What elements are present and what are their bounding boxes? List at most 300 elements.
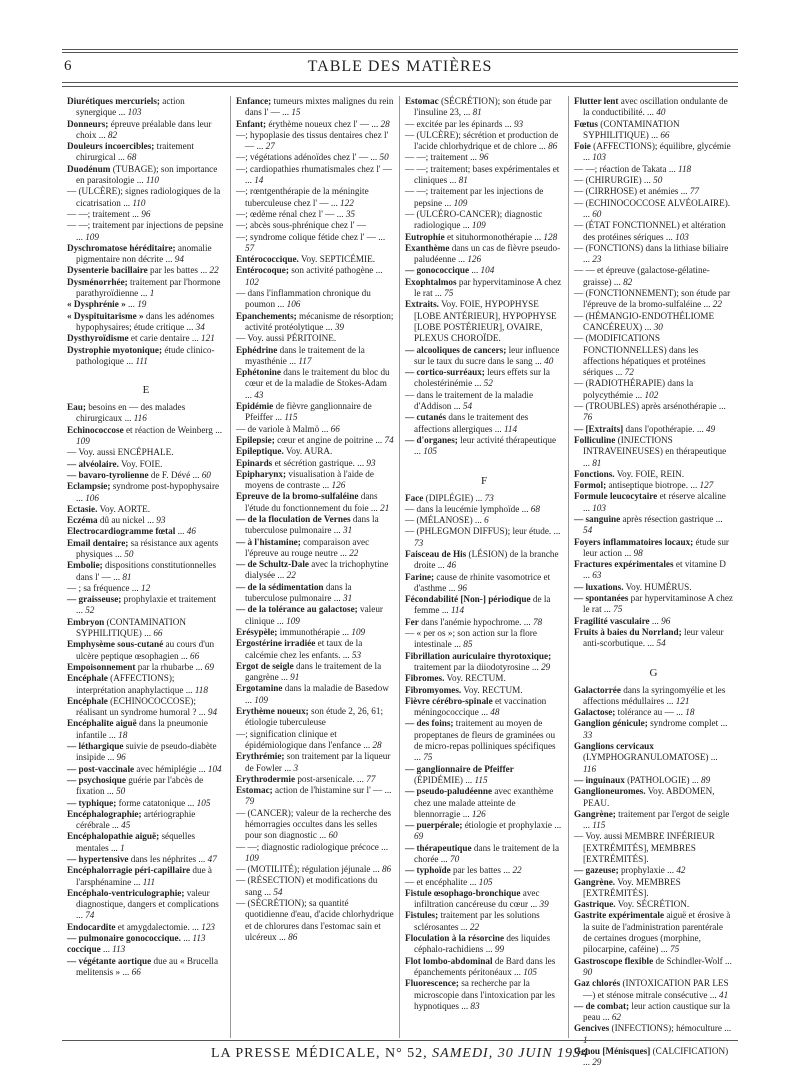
entry-page-number: 103 [592,502,606,513]
index-entry: Embolie; dispositions constitutionnelles dans l' — ... 81 [67,560,217,582]
entry-text: — —; traitement par injections de pepsine [67,220,224,231]
entry-page-number: 96 [661,615,671,626]
page-number: 6 [64,58,72,74]
index-entry: Foie (AFFECTIONS); équilibre, glycémie ... 103 [574,141,731,163]
entry-text: leur action caustique sur la peau [583,1000,730,1023]
entry-page-number: 33 [583,729,593,740]
entry-text: dans la pneumonie infantile [76,718,208,740]
entry-term: — pulmonaire gonococcique. [67,933,181,944]
index-entry: — —; réaction de Takata ... 118 [574,163,692,174]
index-entry: Entérocoque; son activité pathogène ... 102 [236,265,383,287]
entry-term: Fluorescence; [405,978,459,989]
entry-term: Echinococcose [67,424,124,435]
entry-text: forme catatonique [118,797,186,808]
entry-text: immunothérapie [279,626,340,637]
entry-term: Dysménorrhée; [67,276,128,287]
entry-text: — (CANCER); valeur de la recherche des hémorragies occultes dans les selles pour son diagnostic [236,807,392,841]
entry-page-number: 74 [85,910,95,921]
entry-page-number: 117 [298,355,312,366]
entry-page-number: 45 [121,820,131,831]
entry-text: sa résistance aux agents physiques [76,537,219,559]
index-entry: — dans l'inflammation chronique du poumon ... 106 [236,288,371,310]
index-entry: Flutter lent avec oscillation ondulante de la conductibilité. ... 40 [574,96,728,118]
entry-page-number: 14 [254,175,264,186]
index-entry: Farine; cause de rhinite vasomotrice et d'asthme ... 96 [405,571,551,593]
entry-term: Fièvre cérébro-spinale [405,695,493,706]
entry-page-number: 46 [446,560,457,571]
entry-text: — de variole à Malmö [236,423,320,434]
index-entry: Face (DIPLÉGIE) ... 73 [405,492,494,503]
entry-term: — [Extraits] [574,423,624,434]
entry-page-number: 3 [293,762,299,773]
entry-term: Dysenterie bacillaire [67,265,148,276]
entry-term: Ergotamine [236,683,283,694]
entry-text: avec infiltration cancéreuse du cœur [414,887,540,910]
entry-text: prophylaxie et traitement [123,594,217,605]
entry-term: « Dyspituitarisme » [67,310,144,321]
entry-page-number: 106 [286,299,301,310]
entry-page-number: 115 [474,774,488,785]
entry-term: — léthargique [67,741,124,752]
index-entry: Ergotamine dans la maladie de Basedow ... 109 [236,683,389,705]
entry-text: étude clinico-pathologique [76,344,215,366]
entry-term: Gastrite expérimentale [574,910,665,921]
index-entry: Eczéma dû au nickel ... 93 [67,515,166,526]
entry-page-number: 41 [718,989,729,1000]
entry-page-number: 60 [328,830,338,841]
index-entry: — de la sédimentation dans la tuberculose pulmonaire ... 31 [236,581,353,604]
index-entry: Folliculine (INJECTIONS INTRAVEINEUSES) en thérapeutique ... 81 [574,434,727,468]
entry-text: et sécrétion gastrique. [274,457,355,468]
entry-text: Voy. AURA. [285,446,333,457]
index-entry: — de la floculation de Vernes dans la tuberculose pulmonaire ... 31 [236,513,379,536]
entry-term: Galactorrée [574,684,621,695]
entry-page-number: 68 [530,503,540,514]
entry-page-number: 93 [156,515,166,526]
index-entry: — hypertensive dans les néphrites ... 47 [67,854,217,864]
entry-page-number: 34 [195,321,205,332]
index-entry: Fractures expérimentales et vitamine D ... 63 [574,559,726,581]
index-column-2 [231,96,400,1038]
entry-term: Ephédrine [236,344,278,355]
index-entry: Dyschromatose héréditaire; anomalie pigmentaire non décrite ... 94 [67,242,212,265]
entry-page-number: 49 [706,423,716,434]
entry-text: (TUBAGE); son importance en parasitologie [76,163,218,186]
entry-text: visualisation à l'aide de moyens de contraste [245,468,374,491]
entry-page-number: 82 [107,129,118,140]
entry-text: par hypervitaminose A chez le rat [583,593,733,615]
index-entry: « Dysphrénie » ... 19 [67,299,147,310]
index-entry: Encéphalite aiguë dans la pneumonie infantile ... 18 [67,718,208,740]
section-letter: F [480,474,488,487]
entry-text: anomalie pigmentaire non décrite [76,242,212,265]
entry-text: traitement chirurgical [76,141,194,163]
index-entry: — de la tolérance au galactose; valeur clinique ... 109 [236,604,383,626]
entry-term: Encéphale [67,673,108,684]
index-entry: — —; traitement par injections de pepsine ... 109 [67,220,224,242]
entry-text: — (CHIRURGIE) [574,175,642,186]
entry-text: antiseptique biotrope. [608,480,689,491]
entry-page-number: 43 [254,389,264,400]
entry-term: Fractures expérimentales [574,559,674,570]
entry-page-number: 93 [513,118,524,129]
entry-page-number: 116 [583,763,597,774]
footer-rule [62,1040,738,1041]
index-entry: Fistule œsophago-bronchique avec infiltration cancéreuse du cœur ... 39 [405,887,549,910]
entry-text: —; abcès sous-phrénique chez l' — [236,220,366,231]
entry-term: Encéphalite aiguë [67,718,137,729]
index-entry: — cortico-surréaux; leurs effets sur la cholestérinémie ... 52 [405,367,551,389]
entry-text: suivie de pseudo-diabète insipide [76,741,217,763]
entry-page-number: 105 [523,966,537,977]
entry-text: — (FONCTIONS) dans la lithiase biliaire [574,242,729,253]
entry-text: (CALCIFICATION) [652,1046,729,1057]
entry-text: — (CIRRHOSE) et anémies [574,186,679,197]
entry-term: Enfance; [236,96,272,106]
entry-term: Estomac [405,96,439,106]
entry-text: — ; sa fréquence [67,582,130,593]
entry-page-number: 126 [331,480,346,491]
entry-page-number: 93 [366,457,376,468]
entry-page-number: 46 [186,526,196,537]
index-entry: — — et épreuve (galactose-gélatine-graisse) ... 82 [574,265,710,287]
entry-text: et vitamine D [675,559,726,570]
entry-term: Entérocoque; [236,265,289,276]
entry-term: Epreuve de la bromo-sulfaléine [236,491,359,502]
entry-term: — ganglionnaire de Pfeiffer [405,763,514,774]
index-entry [236,706,394,729]
entry-term: Formol; [574,480,607,491]
index-entry: Gaz chlorés (INTOXICATION PAR LES —) et sténose mitrale consécutive ... 41 [574,978,729,1000]
entry-page-number: 110 [132,197,146,208]
entry-page-number: 96 [141,208,151,219]
index-entry: Emphysème sous-cutané au cours d'un ulcère peptique œsophagien ... 66 [67,639,215,661]
entry-term: Epileptique. [236,446,284,457]
entry-page-number: 68 [127,152,137,163]
entry-page-number: 30 [653,321,663,332]
index-entry: — alcooliques de cancers; leur influence sur le taux du sucre dans le sang ... 40 [405,344,560,366]
entry-term: — d'organes; [405,434,458,445]
entry-page-number: 19 [137,299,147,310]
entry-text: après résection gastrique [622,513,714,524]
entry-page-number: 115 [592,820,606,831]
index-entry: Eclampsie; syndrome post-hypophysaire ... 106 [67,481,220,503]
entry-text: (INTOXICATION PAR LES —) et sténose mitrale consécutive [583,978,729,1000]
entry-term: Estomac; [236,785,273,796]
index-entry: — inguinaux (PATHOLOGIE) ... 89 [574,774,711,785]
entry-text: épreuve préalable dans leur choix [76,118,212,140]
entry-text: — Voy. aussi PÉRITOINE. [236,333,337,344]
index-entry: —; œdème rénal chez l' — ... 35 [236,208,356,219]
entry-term: Fistules; [405,910,439,921]
entry-page-number: 109 [286,615,300,626]
entry-page-number: 109 [245,852,259,863]
entry-text: — — et épreuve (galactose-gélatine-graisse) [574,265,710,287]
entry-text: tumeurs mixtes malignes du rein dans l' — [245,96,394,118]
index-entry [405,673,563,684]
entry-page-number: 116 [133,413,147,424]
entry-term: Exanthème [405,242,450,253]
entry-page-number: 60 [201,469,211,480]
entry-text: prophylaxie [620,865,665,876]
entry-text: —; œdème rénal chez l' — [236,208,335,219]
entry-term: — hypertensive [67,854,129,864]
entry-term: Erythrémie; [236,751,285,762]
index-entry: — dans le traitement de la maladie d'Addison ... 54 [405,389,534,412]
entry-text: —; hypoplasie des tissus dentaires chez l' — [236,129,389,152]
index-entry [67,504,225,515]
index-entry: Estomac (SÉCRÉTION); son étude par l'insuline 23, ... 81 [405,96,552,118]
entry-text: — et encéphalite [405,876,468,887]
entry-page-number: 54 [273,886,283,897]
entry-term: Douleurs incoercibles; [67,141,155,152]
entry-page-number: 62 [611,1012,622,1023]
entry-page-number: 69 [414,831,424,842]
entry-page-number: 72 [624,367,634,378]
entry-text: Voy. SEPTICÉMIE. [301,254,376,265]
entry-text: avec la trichophytine dialysée [245,559,389,581]
entry-page-number: 104 [207,763,222,774]
entry-text: des liquides céphalo-rachidiens [414,933,551,955]
entry-page-number: 110 [145,175,160,186]
index-entry: Gastroscope flexible de Schindler-Wolf ... 90 [574,955,732,977]
entry-page-number: 39 [334,321,344,332]
entry-term: — puerpérale; [405,820,463,831]
index-entry: — —; traitement par les injections de pepsine ... 109 [405,186,544,208]
entry-page-number: 109 [85,231,99,242]
entry-page-number: 96 [116,752,126,763]
entry-page-number: 109 [351,626,366,637]
entry-term: Ectasie. [67,503,98,514]
entry-text: de la femme [414,594,551,616]
index-entry: — (MOTILITÉ); régulation jéjunale ... 86 [236,864,392,875]
entry-page-number: 75 [444,288,454,299]
index-entry: — (HÉMANGIO-ENDOTHÉLIOME CANCÉREUX) ... 30 [574,310,715,332]
entry-page-number: 75 [613,604,623,615]
entry-text: dans le traitement de la chorée [414,842,560,864]
index-entry: coccique ... 113 [67,944,126,955]
index-entry: Fœtus (CONTAMINATION SYPHILITIQUE) ... 66 [574,118,680,140]
entry-text: et réserve alcaline [659,491,726,502]
index-entry: Erésypèle; immunothérapie ... 109 [236,626,366,637]
entry-text: — « per os »; son action sur la flore intestinale [405,628,537,650]
entry-text: et vaccination méningococcique [414,695,547,718]
index-entry: Encéphalo-ventriculographie; valeur diagnostique, dangers et complications ... 74 [67,887,219,921]
entry-page-number: 96 [457,582,467,593]
entry-term: Farine; [405,571,435,582]
index-entry [574,469,733,480]
entry-term: Epidémie [236,401,274,412]
index-entry: Dysenterie bacillaire par les battes ... 22 [67,265,219,276]
header-bottom-rule [62,82,738,83]
entry-term: Enfant; [236,118,267,129]
entry-page-number: 28 [380,118,390,129]
index-entry: Floculation à la résorcine des liquides céphalo-rachidiens ... 99 [405,933,551,955]
entry-page-number: 76 [583,412,593,423]
index-entry: Gastrite expérimentale aiguë et érosive à la suite de l'administration parentérale de certaines drogues (morphine, pilocarpine, caféine) ... 75 [574,910,731,955]
entry-text: — —; réaction de Takata [574,163,667,174]
entry-term: — des foins; [405,718,454,729]
index-entry: —; signification clinique et épidémiologique dans l'enfance ... 28 [236,728,382,750]
entry-page-number: 54 [583,525,593,536]
entry-term: Dysthyroïdisme [67,333,129,344]
index-entry: — gonococcique ... 104 [405,265,495,276]
entry-term: Eczéma [67,515,98,526]
entry-term: Fibromes. [405,673,445,684]
entry-text: — (ULCÉRO-CANCER); diagnostic radiologique [405,208,543,231]
entry-page-number: 126 [467,254,482,265]
entry-text: leur valeur anti-scorbutique. [583,626,724,649]
entry-text: guérie par l'abcès de fixation [76,774,204,797]
entry-term: Erythème noueux; [236,706,309,717]
entry-term: Fœtus [574,118,598,129]
entry-text: de Bard dans les épanchements péritonéaux [414,955,556,977]
index-entry: — de combat; leur action caustique sur la peau ... 62 [574,1000,730,1023]
entry-text: — Voy. aussi ENCÉPHALE. [67,447,174,458]
index-entry: — (FONCTIONS) dans la lithiase biliaire ... 23 [574,242,729,265]
entry-term: Entérococcique. [236,254,299,265]
entry-term: Email dentaire; [67,537,129,548]
entry-page-number: 1 [583,1034,588,1045]
entry-text: dans le traitement des affections allergiques [414,412,529,434]
index-entry: Galactorrée dans la syringomyélie et les affections médullaires ... 121 [574,684,726,706]
entry-text: (ECHINOCOCCOSE); réalisant un syndrome humoral ? [76,695,197,718]
index-entry: Email dentaire; sa résistance aux agents physiques ... 50 [67,537,219,559]
entry-term: Embryon [67,616,105,627]
entry-page-number: 114 [451,605,465,616]
entry-text: — (ULCÈRE); signes radiologiques de la cicatrisation [67,186,221,208]
entry-page-number: 81 [122,571,132,582]
index-entry: — post-vaccinale avec hémiplégie ... 104 [67,763,222,774]
entry-text: dans l'opothérapie. [625,423,695,434]
index-entry: Duodénum (TUBAGE); son importance en parasitologie ... 110 [67,163,218,186]
index-entry: Encéphale (AFFECTIONS); interprétation anaphylactique ... 118 [67,673,208,695]
entry-text: — (MOTILITÉ); régulation jéjunale [236,864,371,875]
page-title: TABLE DES MATIÈRES [307,58,493,75]
index-entry [574,899,733,910]
entry-term: Epipharynx; [236,468,287,479]
index-entry: Empoisonnement par la rhubarbe ... 69 [67,661,214,672]
entry-term: — typhique; [67,797,117,808]
index-entry: — d'organes; leur activité thérapeutique ... 105 [405,434,557,457]
header-top-rule-double [62,52,738,53]
entry-term: Embolie; [67,560,103,571]
entry-page-number: 52 [85,605,95,616]
entry-text: —; signification clinique et épidémiologique dans l'enfance [236,728,361,750]
entry-term: Fistule œsophago-bronchique [405,887,521,898]
index-entry [67,447,225,458]
entry-term: Erythrodermie [236,773,296,784]
entry-term: Diurétiques mercuriels; [67,96,160,106]
entry-text: — (HÉMANGIO-ENDOTHÉLIOME CANCÉREUX) [574,310,715,332]
entry-term: Faisceau de His [405,548,467,559]
index-entry: — cutanés dans le traitement des affections allergiques ... 114 [405,412,529,434]
index-entry: — sanguine après résection gastrique ... 54 [574,513,723,536]
entry-term: Floculation à la résorcine [405,933,505,944]
entry-page-number: 79 [245,796,255,807]
index-entry: Gangrène; traitement par l'ergot de seigle ... 115 [574,808,730,831]
entry-text: de fièvre ganglionnaire de Pfeiffer [245,401,372,423]
index-entry: — pulmonaire gonococcique. ... 113 [67,933,206,944]
entry-page-number: 109 [76,436,90,447]
entry-page-number: 105 [196,797,211,808]
index-entry: Gencives (INFECTIONS); hémoculture ... 1 [574,1023,732,1045]
entry-text: dans la tuberculose pulmonaire [245,513,379,536]
entry-page-number: 109 [254,694,268,705]
entry-page-number: 18 [118,729,128,740]
index-entry: Epidémie de fièvre ganglionnaire de Pfeiffer ... 115 [236,401,372,423]
index-entry: Formol; antiseptique biotrope. ... 127 [574,480,714,491]
entry-term: Dyschromatose héréditaire; [67,242,176,253]
index-entry [67,459,225,470]
entry-page-number: 83 [470,1000,480,1011]
entry-page-number: 29 [541,661,551,672]
entry-term: Genou [Ménisques] [574,1046,651,1057]
index-entry: Ergostérine irradiée et taux de la calcémie chez les enfants. ... 53 [236,638,363,660]
entry-page-number: 35 [345,208,356,219]
entry-text: Voy. MEMBRES [EXTRÉMITÉS]. [583,876,681,898]
entry-term: Fonctions. [574,468,615,479]
entry-term: — alvéolaire. [67,458,119,469]
entry-text: —; syndrome colique fétide chez l' — [236,231,376,242]
entry-text: Voy. RECTUM. [463,684,523,695]
entry-text: — (ULCÈRE); sécrétion et production de l'acide chlorhydrique et de chlore [405,129,559,152]
entry-text: — (FONCTIONNEMENT); son étude par l'épreuve de la bromo-sulfaléine [574,288,731,310]
entry-term: — à l'histamine; [236,536,301,547]
entry-text: dans la syringomyélie et les affections médullaires [583,684,726,706]
entry-term: — cortico-surréaux; [405,367,485,378]
entry-text: Voy. FOIE, REIN. [616,468,685,479]
entry-term: Flot lombo-abdominal [405,955,493,966]
entry-text: par hypervitaminose A chez le rat [414,276,562,299]
entry-text: cause de rhinite vasomotrice et d'asthme [414,571,551,593]
entry-page-number: 109 [471,220,486,231]
index-entry [405,299,563,344]
index-column-4 [569,96,738,1068]
index-entry: — (ULCÉRO-CANCER); diagnostic radiologique ... 109 [405,208,543,231]
entry-text: de F. Dévé [150,469,191,480]
entry-page-number: 50 [653,175,663,186]
entry-page-number: 102 [644,389,659,400]
entry-term: — gonococcique [405,265,470,276]
index-entry: — —; traitement ... 96 [405,152,489,163]
entry-page-number: 122 [340,197,354,208]
entry-text: valeur diagnostique, dangers et complications [76,887,219,910]
entry-text: au cours d'un ulcère peptique œsophagien [76,639,215,661]
entry-text: dans les adénomes hypophysaires; étude critique [76,310,215,332]
entry-text: dans les néphrites [130,854,197,864]
entry-term: Gastroscope flexible [574,955,654,966]
index-entry: Enfance; tumeurs mixtes malignes du rein dans l' — ... 15 [236,96,394,118]
entry-term: Ephétonine [236,367,281,378]
entry-page-number: 22 [349,547,359,558]
entry-term: Gangrène. [574,876,616,887]
entry-page-number: 22 [512,865,522,876]
index-entry: Ephétonine dans le traitement du bloc du cœur et de la maladie de Stokes-Adam ... 43 [236,367,390,400]
entry-text: —; cardiopathies rhumatismales chez l' — [236,163,393,174]
index-entry: Fécondabilité [Non-] périodique de la femme ... 114 [405,594,551,616]
entry-text: dans le traitement de la myasthénie [245,344,365,366]
index-entry: — (CANCER); valeur de la recherche des hémorragies occultes dans les selles pour son diagnostic ... 60 [236,807,392,841]
entry-page-number: 57 [245,242,255,253]
index-entry: — (ÉTAT FONCTIONNEL) et altération des protéines sériques ... 103 [574,220,726,242]
entry-text: son traitement par la liqueur de Fowler [245,751,391,773]
entry-text: et taux de la calcémie chez les enfants. [245,638,363,660]
entry-text: leur influence sur le taux du sucre dans le sang [414,344,560,366]
entry-page-number: 73 [484,492,494,503]
entry-page-number: 127 [699,480,714,491]
entry-page-number: 121 [675,695,690,706]
